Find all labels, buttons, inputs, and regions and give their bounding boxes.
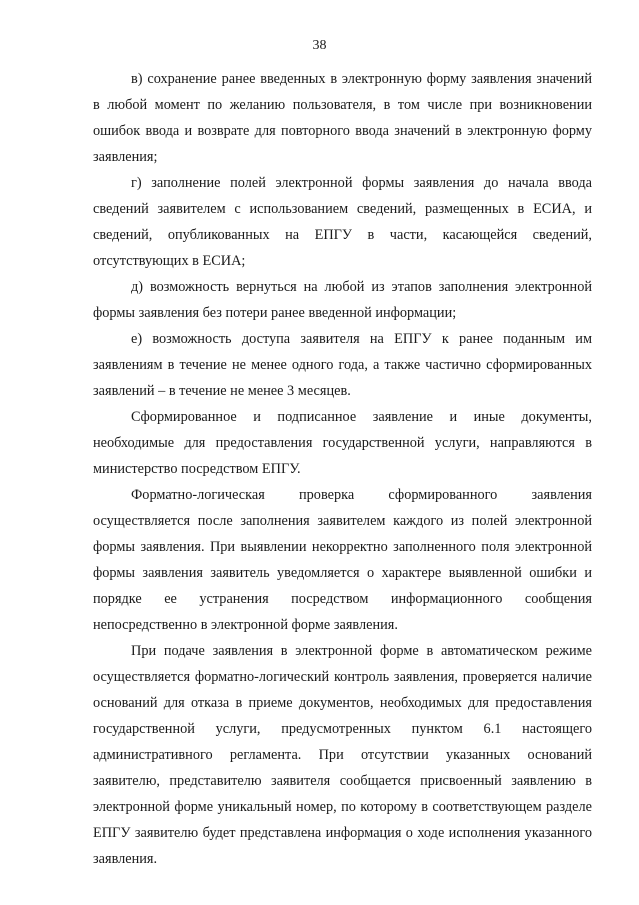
- paragraph-automatic-control: При подаче заявления в электронной форме в автоматическом режиме осуществляется форматно-логический контроль заявления, проверяется наличие оснований для отказа в приеме документов, необходимых для предоставления государственной услуги, предусмотренных пунктом 6.1 настоящего административного регламента. При отсутствии указанных оснований заявителю, представителю заявителя сообщается присвоенный заявлению в электронной форме уникальный номер, по которому в соответствующем разделе ЕПГУ заявителю будет представлена информация о ходе исполнения указанного заявления.: [93, 643, 592, 867]
- paragraph-d-return-to-step: д) возможность вернуться на любой из этапов заполнения электронной формы заявления без потери ранее введенной информации;: [93, 279, 592, 321]
- paragraph-e-access-applications: е) возможность доступа заявителя на ЕПГУ к ранее поданным им заявлениям в течение не менее одного года, а также частично сформированных заявлений – в течение не менее 3 месяцев.: [93, 331, 592, 399]
- paragraph-v-save-values: в) сохранение ранее введенных в электронную форму заявления значений в любой момент по желанию пользователя, в том числе при возникновении ошибок ввода и возврате для повторного ввода значений в электронную форму заявления;: [93, 71, 592, 165]
- paragraph-g-prefill-fields: г) заполнение полей электронной формы заявления до начала ввода сведений заявителем с использованием сведений, размещенных в ЕСИА, и сведений, опубликованных на ЕПГУ в части, касающейся сведений, отсутствующих в ЕСИА;: [93, 175, 592, 269]
- document-body: [93, 66, 592, 872]
- paragraph-format-check: Форматно-логическая проверка сформированного заявления осуществляется после заполнения заявителем каждого из полей электронной формы заявления. При выявлении некорректно заполненного поля электронной формы заявления заявитель уведомляется о характере выявленной ошибки и порядке ее устранения посредством информационного сообщения непосредственно в электронной форме заявления.: [93, 487, 592, 633]
- page-number: 38: [312, 38, 327, 53]
- paragraph-submission: Сформированное и подписанное заявление и иные документы, необходимые для предоставления государственной услуги, направляются в министерство посредством ЕПГУ.: [93, 409, 592, 477]
